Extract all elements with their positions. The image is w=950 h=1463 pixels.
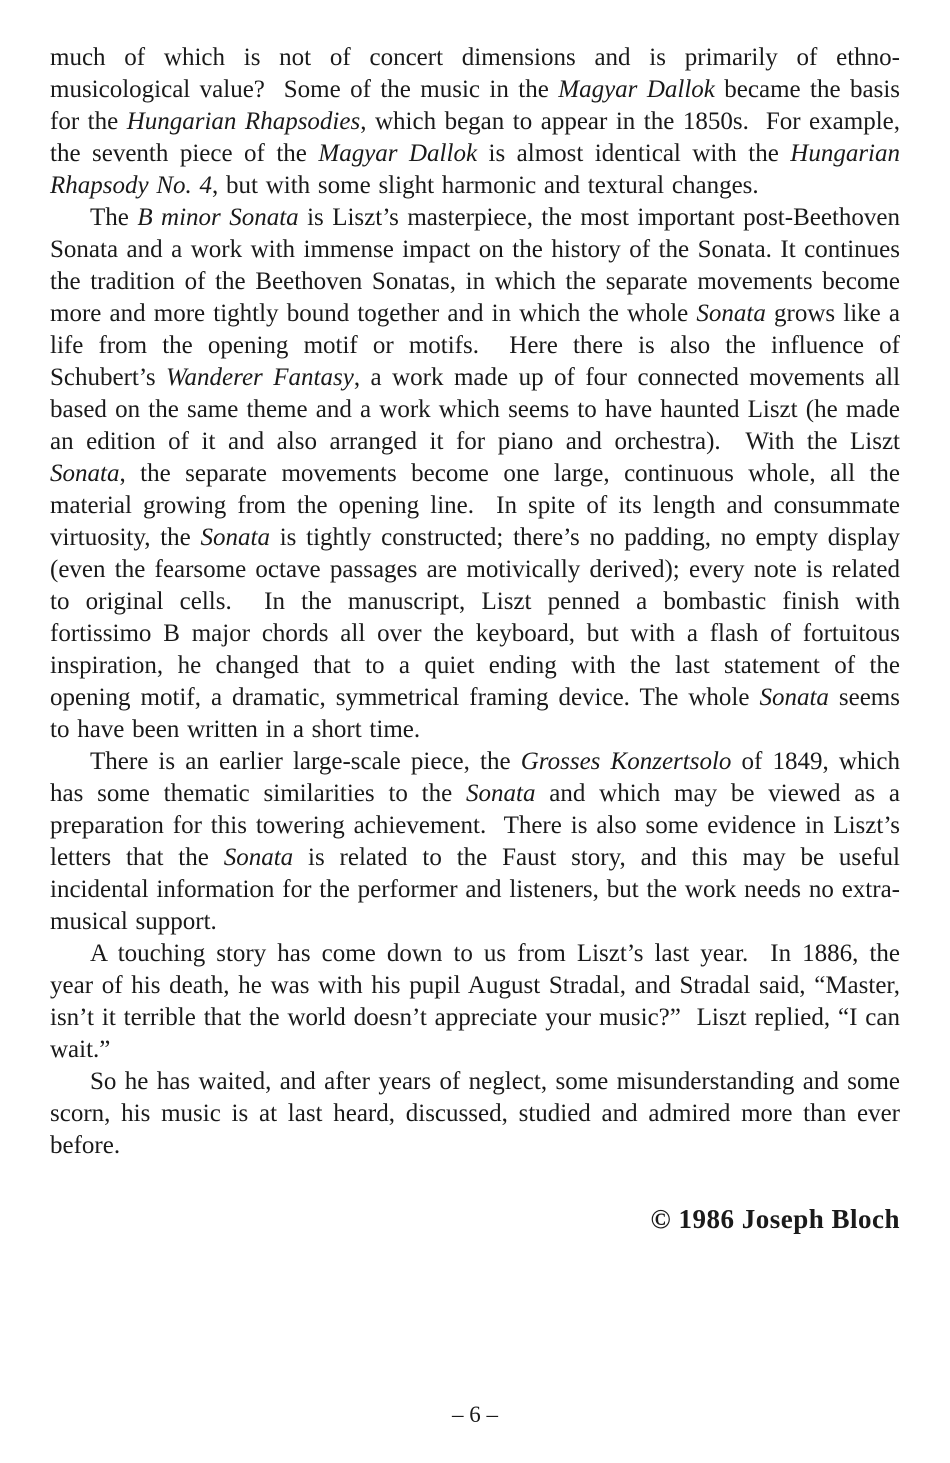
paragraph	[50, 1066, 900, 1162]
italic-text-run: Magyar Dallok	[318, 140, 478, 167]
text-run: is related to the Faust story, and this may be useful incidental information for the performer and listeners, but the work needs no extra-musical support.	[50, 844, 900, 935]
italic-text-run: Sonata	[696, 300, 766, 327]
text-run: is Liszt’s masterpiece, the most important post-Beethoven Sonata and a work with immense impact on the history of the Sonata. It continues the tradition of the Beethoven Sonatas, in which the separate movements become more and more tightly bound together and in which the whole	[50, 204, 900, 327]
page-number: – 6 –	[452, 1402, 498, 1427]
italic-text-run: Sonata	[50, 460, 120, 487]
italic-text-run: Sonata	[200, 524, 270, 551]
italic-text-run: Grosses Konzertsolo	[520, 748, 732, 775]
text-run: The	[90, 204, 138, 231]
text-run: became the basis for the	[50, 76, 901, 135]
italic-text-run: Magyar Dallok	[558, 76, 715, 103]
text-run: , a work made up of four connected movements all based on the same theme and a work which seems to have haunted Liszt (he made an edition of it and also arranged it for piano and orchestra). With the Liszt	[50, 364, 901, 455]
copyright-line: © 1986 Joseph Bloch	[650, 1204, 900, 1234]
italic-text-run: Wanderer Fantasy	[166, 364, 354, 391]
italic-text-run: Hungarian Rhapsodies	[126, 108, 361, 135]
text-run: , the separate movements become one large, continuous whole, all the material growing from the opening line. In spite of its length and consummate virtuosity, the	[50, 460, 900, 551]
body-text	[50, 42, 900, 1162]
paragraph	[50, 202, 900, 746]
paragraph	[50, 746, 900, 938]
text-run: grows like a life from the opening motif or motifs. Here there is also the influence of Schubert’s	[50, 300, 900, 391]
paragraph	[50, 938, 900, 1066]
italic-text-run: B minor Sonata	[137, 204, 299, 231]
italic-text-run: Sonata	[223, 844, 294, 871]
paragraph	[50, 42, 900, 202]
text-run: is almost identical with the	[477, 140, 791, 167]
text-run: much of which is not of concert dimensions and is primarily of ethno-musicological value? Some of the music in the	[50, 44, 900, 103]
text-run: seems to have been written in a short time.	[50, 684, 900, 743]
italic-text-run: Hungarian Rhapsody No. 4	[50, 140, 900, 199]
text-run: and which may be viewed as a preparation for this towering achievement. There is also some evidence in Liszt’s letters that the	[50, 780, 900, 871]
italic-text-run: Sonata	[466, 780, 536, 807]
text-run: is tightly constructed; there’s no padding, no empty display (even the fearsome octave passages are motivically derived); every note is related to original cells. In the manuscript, Liszt penned a bombastic finish with fortissimo B major chords all over the keyboard, but with a flash of fortuitous inspiration, he changed that to a quiet ending with the last statement of the opening motif, a dramatic, symmetrical framing device. The whole	[50, 524, 900, 711]
text-run: of 1849, which has some thematic similarities to the	[50, 748, 901, 807]
text-run: A touching story has come down to us from Liszt’s last year. In 1886, the year of his death, he was with his pupil August Stradal, and Stradal said, “Master, isn’t it terrible that the world doesn’t appreciate your music?” Liszt replied, “I can wait.”	[50, 940, 900, 1063]
text-run: , but with some slight harmonic and textural changes.	[212, 172, 759, 199]
text-run: There is an earlier large-scale piece, the	[90, 748, 521, 775]
italic-text-run: Sonata	[759, 684, 829, 711]
text-run: So he has waited, and after years of neglect, some misunderstanding and some scorn, his music is at last heard, discussed, studied and admired more than ever before.	[50, 1068, 900, 1159]
text-run: , which began to appear in the 1850s. For example, the seventh piece of the	[50, 108, 900, 167]
